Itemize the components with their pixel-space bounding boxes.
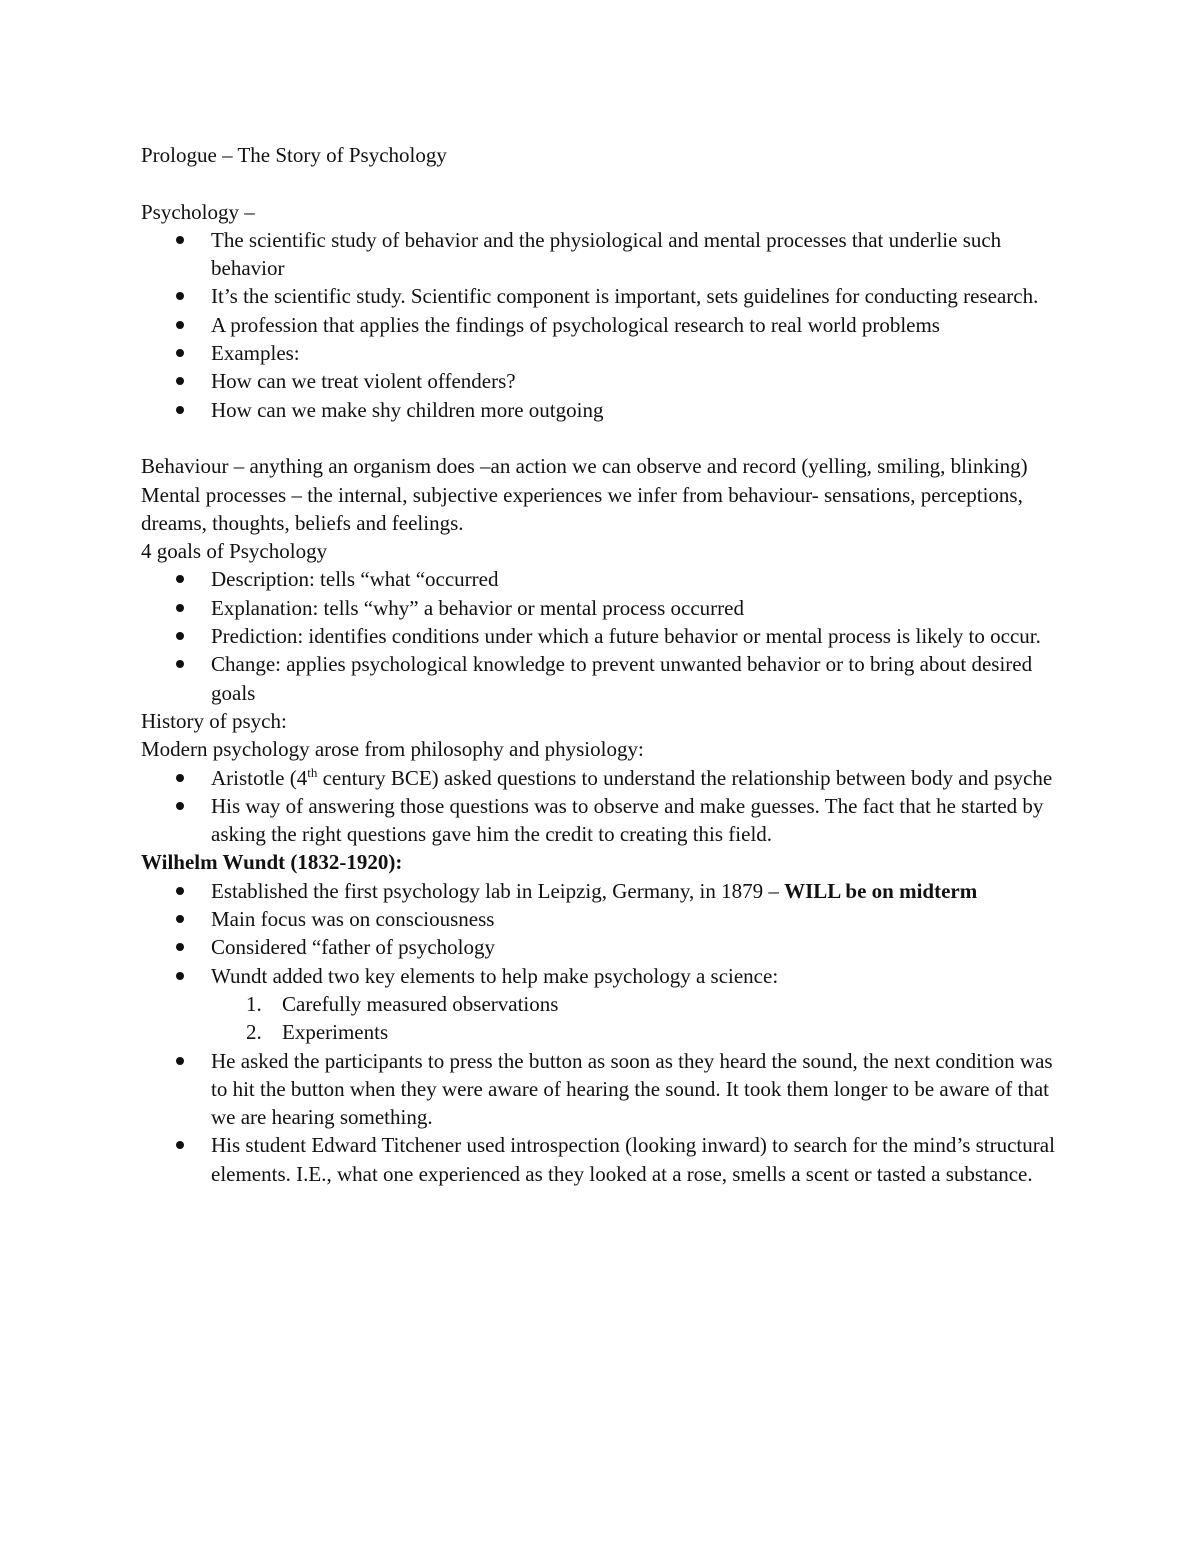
- aristotle-text-rest: century BCE) asked questions to understand the relationship between body and psyche: [317, 765, 1053, 790]
- item-number: 2.: [246, 1020, 262, 1045]
- goals-heading: 4 goals of Psychology: [141, 539, 328, 564]
- numbered-item: [141, 1018, 1061, 1046]
- wundt-heading: Wilhelm Wundt (1832-1920):: [141, 850, 403, 875]
- midterm-note: WILL be on midterm: [784, 878, 978, 903]
- modern-psychology-line: Modern psychology arose from philosophy and physiology:: [141, 737, 644, 762]
- wundt-more-list: [141, 1047, 1061, 1188]
- list-item: A profession that applies the findings of psychological research to real world problems: [141, 311, 1061, 339]
- list-item: [141, 764, 1061, 792]
- wundt-lab-text: Established the first psychology lab in Leipzig, Germany, in 1879 –: [211, 878, 785, 903]
- list-item: Description: tells “what “occurred: [141, 565, 1061, 593]
- list-item: Wundt added two key elements to help make psychology a science:: [141, 962, 1061, 990]
- item-text: Carefully measured observations: [282, 991, 559, 1016]
- list-item: Main focus was on consciousness: [141, 905, 1061, 933]
- list-item: Explanation: tells “why” a behavior or mental process occurred: [141, 594, 1061, 622]
- numbered-item: [141, 990, 1061, 1018]
- list-item: He asked the participants to press the button as soon as they heard the sound, the next condition was to hit the button when they were aware of hearing the sound. It took them longer to be aware of that we are hearing something.: [141, 1047, 1061, 1132]
- list-item: His student Edward Titchener used introspection (looking inward) to search for the mind’s structural elements. I.E., what one experienced as they looked at a rose, smells a scent or tasted a substance.: [141, 1131, 1061, 1188]
- list-item: How can we make shy children more outgoing: [141, 396, 1061, 424]
- aristotle-text: Aristotle (4: [211, 765, 308, 790]
- list-item: It’s the scientific study. Scientific component is important, sets guidelines for conducting research.: [141, 282, 1061, 310]
- blank-line: [141, 169, 1061, 197]
- blank-line: [141, 424, 1061, 452]
- ordinal-suffix: th: [307, 764, 318, 780]
- behaviour-definition: Behaviour – anything an organism does –an action we can observe and record (yelling, smiling, blinking): [141, 454, 1028, 479]
- mental-processes-definition: Mental processes – the internal, subjective experiences we infer from behaviour- sensations, perceptions, dreams, thoughts, beliefs and feelings.: [141, 482, 1023, 535]
- document-page: [141, 141, 1061, 1188]
- wundt-list: [141, 877, 1061, 990]
- list-item: Prediction: identifies conditions under which a future behavior or mental process is likely to occur.: [141, 622, 1061, 650]
- wundt-elements-list: [141, 990, 1061, 1047]
- item-number: 1.: [246, 991, 262, 1016]
- goals-list: [141, 565, 1061, 706]
- psychology-heading: Psychology –: [141, 199, 255, 224]
- list-item: Considered “father of psychology: [141, 933, 1061, 961]
- list-item: Change: applies psychological knowledge to prevent unwanted behavior or to bring about desired goals: [141, 650, 1061, 707]
- item-text: Experiments: [282, 1020, 389, 1045]
- list-item: The scientific study of behavior and the physiological and mental processes that underlie such behavior: [141, 226, 1061, 283]
- history-heading: History of psych:: [141, 708, 287, 733]
- list-item: Examples:: [141, 339, 1061, 367]
- document-title: Prologue – The Story of Psychology: [141, 143, 447, 167]
- list-item: [141, 877, 1061, 905]
- history-list: [141, 764, 1061, 849]
- list-item: How can we treat violent offenders?: [141, 367, 1061, 395]
- list-item: His way of answering those questions was to observe and make guesses. The fact that he started by asking the right questions gave him the credit to creating this field.: [141, 792, 1061, 849]
- psychology-definition-list: [141, 226, 1061, 424]
